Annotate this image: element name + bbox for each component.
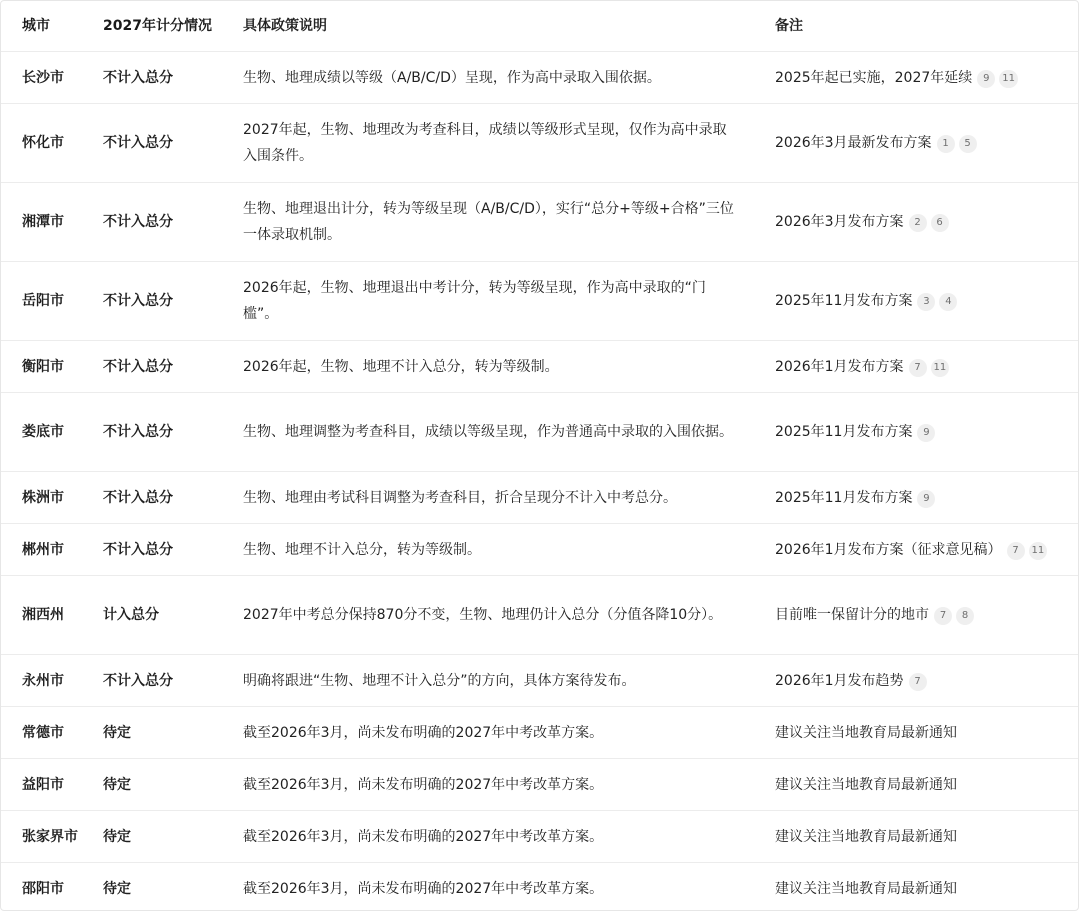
note-cell-text: 建议关注当地教育局最新通知 [775, 776, 957, 793]
citation-badge[interactable]: 7 [909, 359, 927, 377]
table-row [1, 104, 1079, 183]
note-cell-text: 建议关注当地教育局最新通知 [775, 828, 957, 845]
status-cell [82, 472, 221, 524]
city-cell-text: 益阳市 [22, 776, 64, 793]
status-cell-text: 待定 [103, 828, 131, 845]
status-cell [82, 863, 221, 912]
note-cell [754, 655, 1079, 707]
note-cell-text: 2025年起已实施，2027年延续 [775, 69, 973, 86]
city-cell-text: 邵阳市 [22, 880, 64, 897]
table-row [1, 183, 1079, 262]
header-status: 2027年计分情况 [82, 1, 221, 52]
policy-cell-text: 生物、地理由考试科目调整为考查科目，折合呈现分不计入中考总分。 [243, 489, 677, 506]
city-cell [1, 262, 82, 341]
note-cell-text: 2026年3月最新发布方案 [775, 135, 932, 151]
citation-badge[interactable]: 11 [931, 359, 950, 377]
table-row [1, 707, 1079, 759]
status-cell [82, 524, 221, 576]
note-cell-text: 2025年11月发布方案 [775, 489, 913, 506]
note-cell [754, 524, 1079, 576]
policy-cell-text: 截至2026年3月，尚未发布明确的2027年中考改革方案。 [243, 776, 604, 793]
table-row [1, 655, 1079, 707]
policy-cell [221, 183, 754, 262]
note-cell-text: 2026年3月发布方案 [775, 214, 904, 230]
city-cell-text: 长沙市 [22, 69, 64, 86]
table-row [1, 759, 1079, 811]
city-cell [1, 52, 82, 104]
policy-cell [221, 863, 754, 912]
policy-cell [221, 759, 754, 811]
city-cell-text: 张家界市 [22, 828, 78, 845]
note-cell [754, 341, 1079, 393]
status-cell-text: 待定 [103, 880, 131, 897]
citation-badge[interactable]: 8 [956, 607, 974, 625]
status-cell-text: 待定 [103, 776, 131, 793]
status-cell-text: 不计入总分 [103, 541, 173, 558]
table-row [1, 52, 1079, 104]
status-cell-text: 不计入总分 [103, 135, 173, 151]
city-cell [1, 759, 82, 811]
table-row [1, 524, 1079, 576]
city-cell [1, 707, 82, 759]
city-cell-text: 常德市 [22, 724, 64, 741]
policy-cell [221, 393, 754, 472]
note-cell [754, 472, 1079, 524]
note-cell [754, 707, 1079, 759]
status-cell [82, 183, 221, 262]
policy-cell [221, 341, 754, 393]
status-cell-text: 不计入总分 [103, 358, 173, 375]
policy-cell [221, 811, 754, 863]
table-row [1, 262, 1079, 341]
city-cell-text: 永州市 [22, 672, 64, 689]
policy-cell-text: 截至2026年3月，尚未发布明确的2027年中考改革方案。 [243, 724, 604, 741]
citation-badge[interactable]: 7 [934, 607, 952, 625]
note-cell [754, 759, 1079, 811]
header-policy: 具体政策说明 [221, 1, 754, 52]
note-cell-text: 2025年11月发布方案 [775, 424, 913, 440]
city-cell [1, 655, 82, 707]
status-cell-text: 不计入总分 [103, 69, 173, 86]
citation-badge[interactable]: 9 [917, 424, 935, 442]
policy-cell [221, 262, 754, 341]
policy-cell-text: 2026年起，生物、地理不计入总分，转为等级制。 [243, 358, 559, 375]
note-cell [754, 183, 1079, 262]
status-cell [82, 341, 221, 393]
policy-table [1, 1, 1079, 911]
policy-cell [221, 472, 754, 524]
table-body [1, 52, 1079, 912]
table-row [1, 393, 1079, 472]
policy-cell [221, 52, 754, 104]
citation-badge[interactable]: 9 [917, 490, 935, 508]
city-cell [1, 576, 82, 655]
city-cell-text: 怀化市 [22, 135, 64, 151]
note-cell-text: 2026年1月发布方案 [775, 358, 904, 375]
citation-badge[interactable]: 6 [931, 214, 949, 232]
status-cell [82, 262, 221, 341]
note-cell [754, 52, 1079, 104]
policy-cell-text: 明确将跟进“生物、地理不计入总分”的方向，具体方案待发布。 [243, 672, 636, 689]
status-cell-text: 不计入总分 [103, 293, 173, 309]
policy-cell [221, 707, 754, 759]
status-cell-text: 不计入总分 [103, 214, 173, 230]
city-cell [1, 341, 82, 393]
status-cell [82, 655, 221, 707]
table-row [1, 863, 1079, 912]
policy-cell [221, 524, 754, 576]
header-row [1, 1, 1079, 52]
policy-cell [221, 576, 754, 655]
city-cell [1, 104, 82, 183]
citation-badge[interactable]: 2 [909, 214, 927, 232]
header-note: 备注 [754, 1, 1079, 52]
policy-cell-text: 生物、地理退出计分，转为等级呈现（A/B/C/D），实行“总分+等级+合格”三位一体录取机制。 [243, 201, 734, 243]
status-cell-text: 不计入总分 [103, 672, 173, 689]
policy-cell-text: 2026年起，生物、地理退出中考计分，转为等级呈现，作为高中录取的“门槛”。 [243, 280, 706, 322]
city-cell [1, 524, 82, 576]
city-cell-text: 株洲市 [22, 489, 64, 506]
policy-cell-text: 截至2026年3月，尚未发布明确的2027年中考改革方案。 [243, 828, 604, 845]
status-cell [82, 104, 221, 183]
table-row [1, 472, 1079, 524]
note-cell [754, 811, 1079, 863]
status-cell [82, 393, 221, 472]
table-header [1, 1, 1079, 52]
citation-badge[interactable]: 5 [959, 135, 977, 153]
city-cell [1, 863, 82, 912]
status-cell-text: 不计入总分 [103, 424, 173, 440]
citation-badge[interactable]: 7 [909, 673, 927, 691]
note-cell [754, 104, 1079, 183]
status-cell [82, 759, 221, 811]
city-cell [1, 811, 82, 863]
citation-badge[interactable]: 11 [999, 70, 1018, 88]
city-cell-text: 郴州市 [22, 541, 64, 558]
citation-badge[interactable]: 1 [937, 135, 955, 153]
citation-badge[interactable]: 9 [977, 70, 995, 88]
city-cell-text: 衡阳市 [22, 358, 64, 375]
table-row [1, 811, 1079, 863]
city-cell [1, 393, 82, 472]
header-city: 城市 [1, 1, 82, 52]
note-cell-text: 2026年1月发布趋势 [775, 672, 904, 689]
city-cell-text: 湘西州 [22, 607, 64, 623]
city-cell-text: 湘潭市 [22, 214, 64, 230]
note-cell [754, 576, 1079, 655]
citation-badge[interactable]: 4 [939, 293, 957, 311]
status-cell [82, 52, 221, 104]
status-cell-text: 待定 [103, 724, 131, 741]
policy-cell-text: 生物、地理调整为考查科目，成绩以等级呈现，作为普通高中录取的入围依据。 [243, 424, 733, 440]
note-cell-text: 2025年11月发布方案 [775, 293, 913, 309]
policy-cell-text: 2027年起，生物、地理改为考查科目，成绩以等级形式呈现，仅作为高中录取入围条件。 [243, 122, 727, 164]
city-cell [1, 183, 82, 262]
note-cell-text: 目前唯一保留计分的地市 [775, 607, 929, 623]
status-cell [82, 707, 221, 759]
table-row [1, 341, 1079, 393]
note-cell [754, 393, 1079, 472]
note-cell-text: 建议关注当地教育局最新通知 [775, 880, 957, 897]
city-cell-text: 岳阳市 [22, 293, 64, 309]
status-cell [82, 811, 221, 863]
note-cell [754, 863, 1079, 912]
policy-cell [221, 104, 754, 183]
citation-badge[interactable]: 7 [1007, 542, 1025, 560]
policy-cell-text: 截至2026年3月，尚未发布明确的2027年中考改革方案。 [243, 880, 604, 897]
policy-cell [221, 655, 754, 707]
citation-badge[interactable]: 11 [1029, 542, 1048, 560]
status-cell-text: 计入总分 [103, 607, 159, 623]
policy-cell-text: 生物、地理成绩以等级（A/B/C/D）呈现，作为高中录取入围依据。 [243, 69, 661, 86]
city-cell [1, 472, 82, 524]
note-cell-text: 2026年1月发布方案（征求意见稿） [775, 541, 1002, 558]
table-row [1, 576, 1079, 655]
status-cell-text: 不计入总分 [103, 489, 173, 506]
city-cell-text: 娄底市 [22, 424, 64, 440]
policy-cell-text: 2027年中考总分保持870分不变，生物、地理仍计入总分（分值各降10分）。 [243, 607, 723, 623]
note-cell-text: 建议关注当地教育局最新通知 [775, 724, 957, 741]
citation-badge[interactable]: 3 [917, 293, 935, 311]
note-cell [754, 262, 1079, 341]
status-cell [82, 576, 221, 655]
policy-cell-text: 生物、地理不计入总分，转为等级制。 [243, 541, 481, 558]
